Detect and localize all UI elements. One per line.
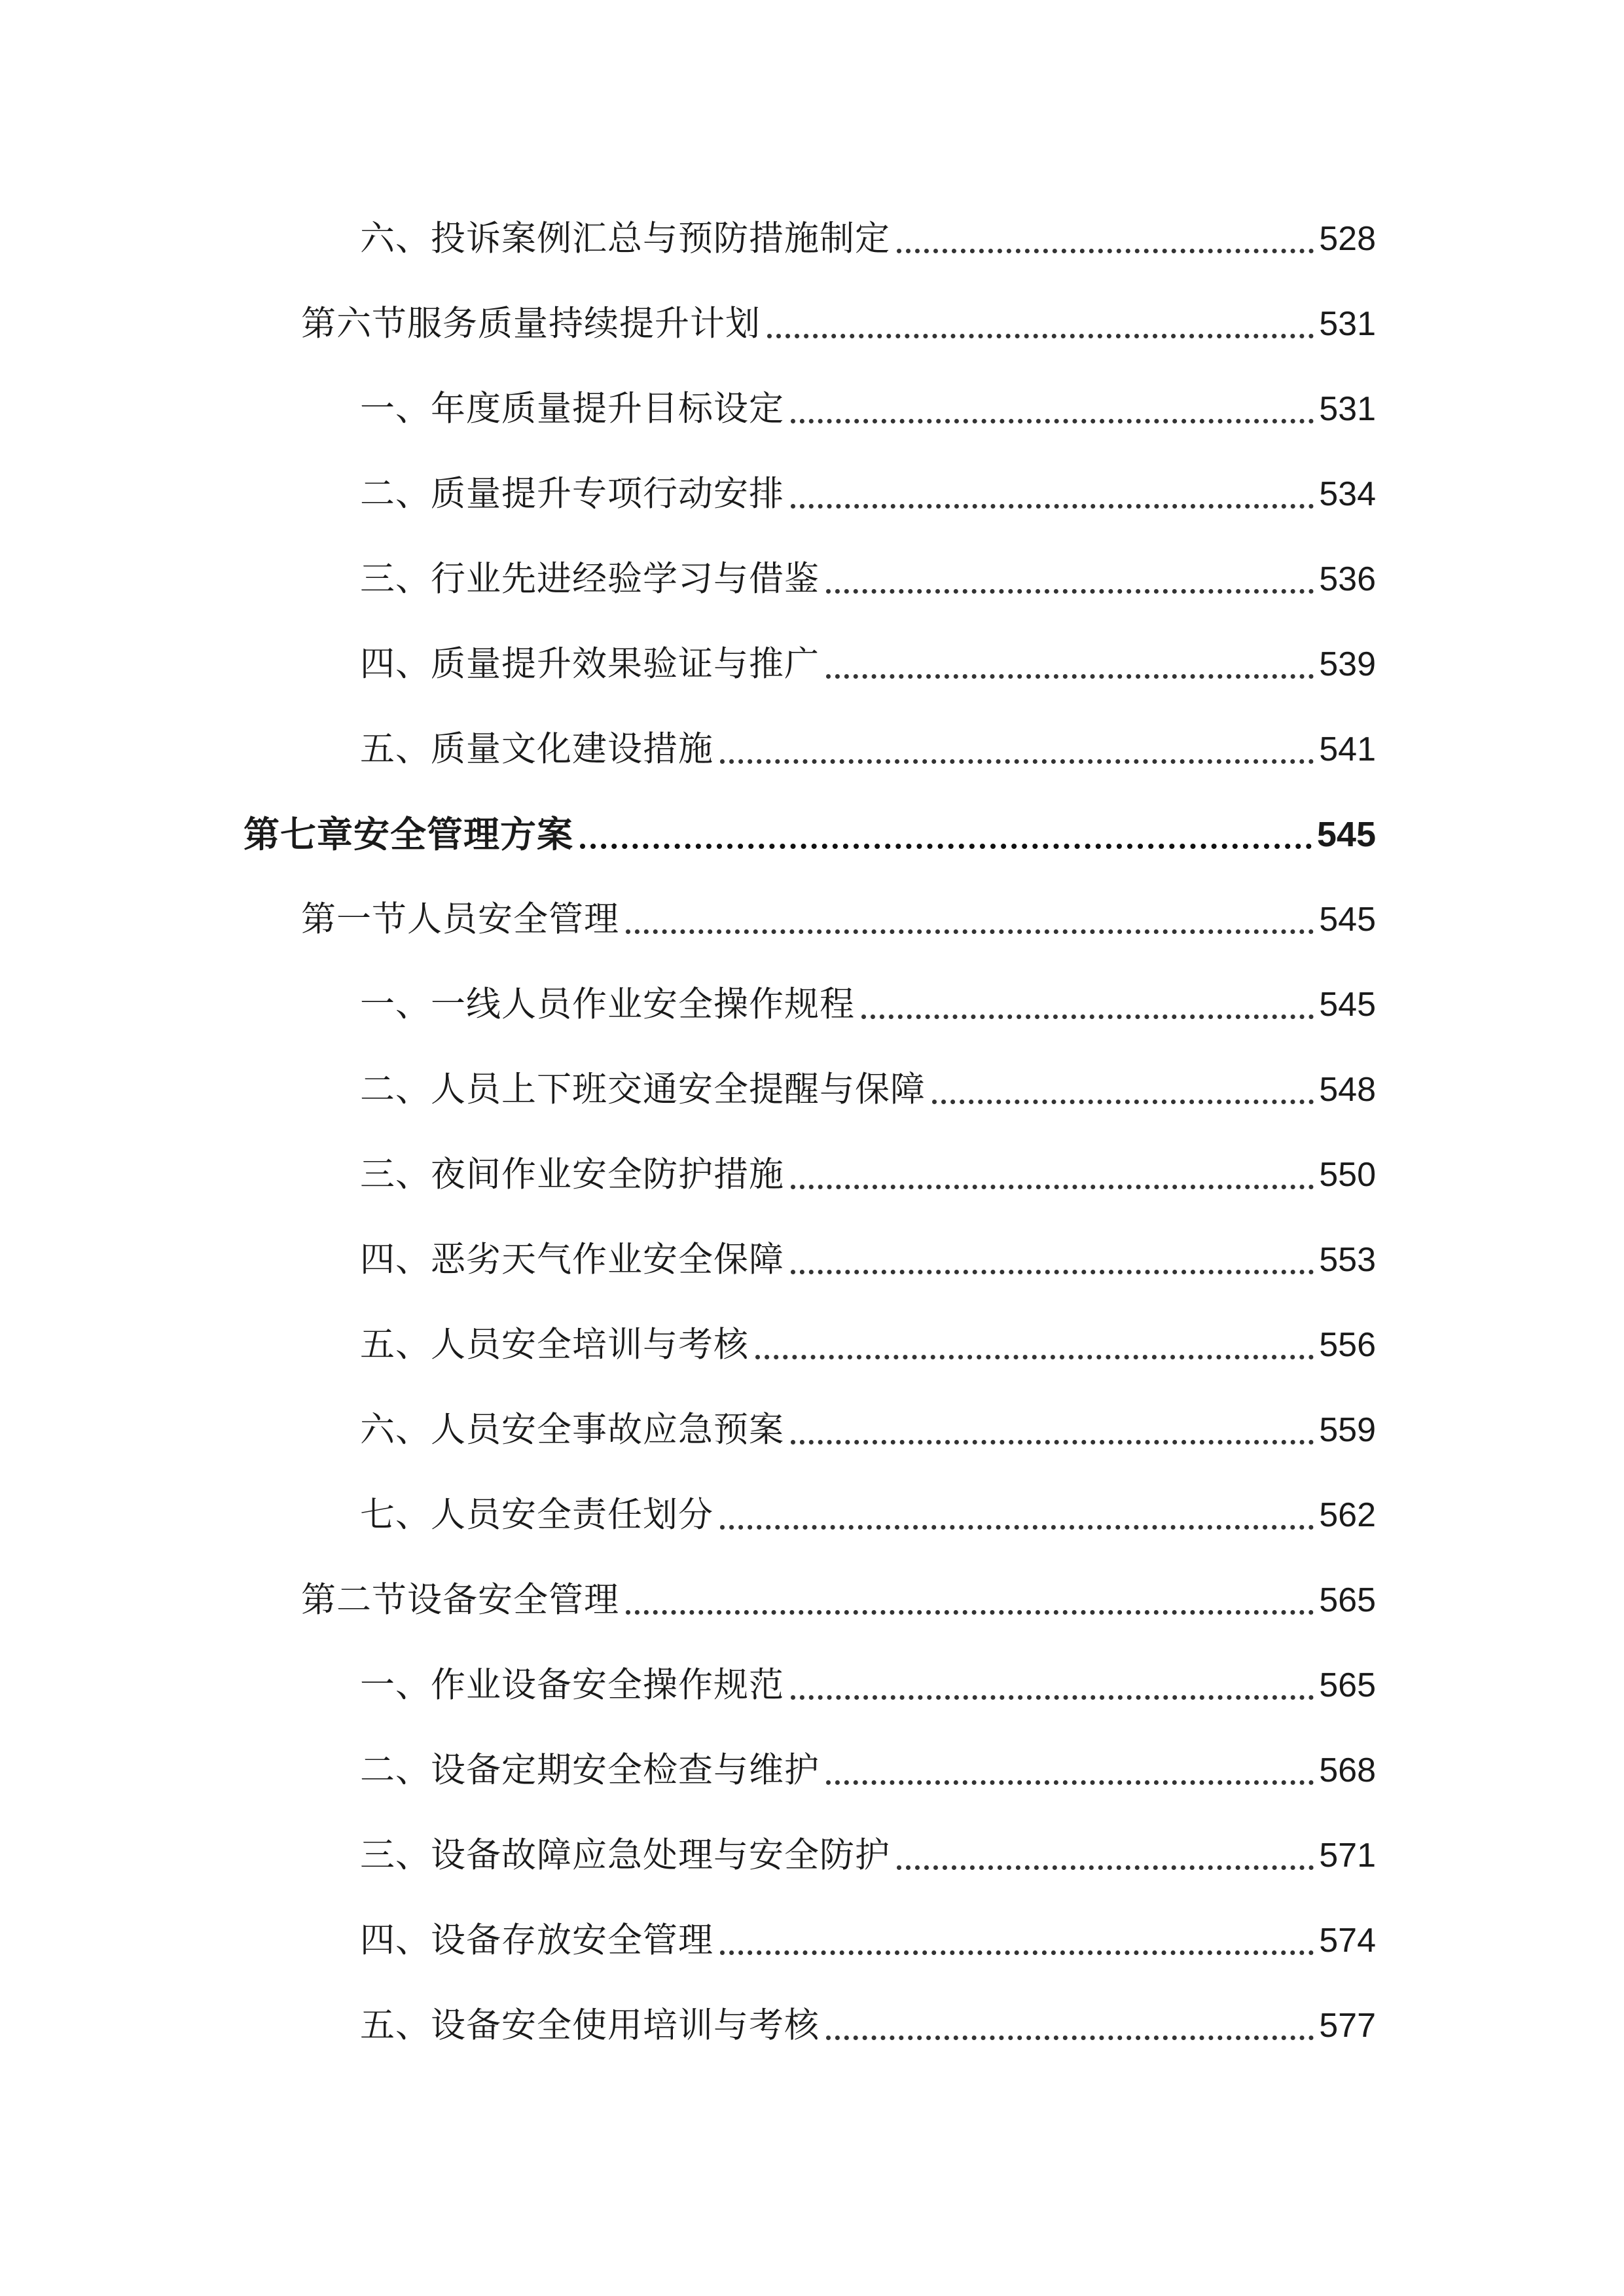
toc-entry-title: 三、夜间作业安全防护措施 [360, 1155, 784, 1194]
toc-entry[interactable] [360, 383, 1376, 435]
toc-entry-page: 536 [1319, 560, 1376, 598]
toc-entry-page: 531 [1319, 305, 1376, 343]
dot-leader [791, 1185, 1314, 1189]
toc-entry[interactable] [360, 978, 1376, 1031]
toc-entry-title: 七、人员安全责任划分 [360, 1495, 713, 1535]
toc-entry-page: 541 [1319, 730, 1376, 768]
toc-entry-title: 一、一线人员作业安全操作规程 [360, 984, 855, 1024]
toc-entry[interactable] [360, 1149, 1376, 1201]
dot-leader [826, 589, 1314, 594]
toc-entry-page: 548 [1319, 1071, 1376, 1109]
dot-leader [720, 1950, 1314, 1955]
toc-entry[interactable] [301, 893, 1376, 946]
dot-leader [626, 1610, 1314, 1615]
dot-leader [767, 334, 1314, 338]
toc-entry-page: 539 [1319, 645, 1376, 683]
toc-entry-page: 574 [1319, 1922, 1376, 1960]
toc-entry[interactable] [301, 1574, 1376, 1626]
toc-entry-page: 545 [1316, 815, 1376, 854]
dot-leader [791, 1695, 1314, 1700]
toc-entry-title: 第六节服务质量持续提升计划 [301, 304, 761, 344]
dot-leader [791, 419, 1314, 423]
dot-leader [826, 2036, 1314, 2040]
toc-entry-page: 545 [1319, 986, 1376, 1024]
dot-leader [826, 1780, 1314, 1785]
dot-leader [826, 674, 1314, 679]
toc-entry-page: 562 [1319, 1496, 1376, 1534]
toc-entry-page: 565 [1319, 1666, 1376, 1704]
dot-leader [626, 929, 1314, 934]
toc-entry[interactable] [360, 1064, 1376, 1116]
toc-entry-title: 四、质量提升效果验证与推广 [360, 644, 820, 684]
toc-entry-title: 第七章安全管理方案 [244, 814, 574, 855]
toc-entry-page: 545 [1319, 901, 1376, 939]
toc-entry-page: 559 [1319, 1411, 1376, 1449]
toc-entry-page: 571 [1319, 1837, 1376, 1874]
toc-entry[interactable] [301, 298, 1376, 350]
toc-entry[interactable] [360, 1489, 1376, 1541]
dot-leader [720, 1525, 1314, 1530]
toc-entry[interactable] [360, 1914, 1376, 1967]
toc-entry-page: 534 [1319, 475, 1376, 513]
toc-entry-title: 一、作业设备安全操作规范 [360, 1665, 784, 1705]
toc-entry[interactable] [360, 1744, 1376, 1797]
dot-leader [791, 504, 1314, 509]
dot-leader [755, 1355, 1314, 1359]
toc-entry-title: 六、投诉案例汇总与预防措施制定 [360, 219, 890, 259]
toc-entry[interactable] [360, 213, 1376, 265]
toc-entry-page: 531 [1319, 390, 1376, 428]
dot-leader [897, 249, 1314, 253]
toc-entry-title: 六、人员安全事故应急预案 [360, 1410, 784, 1450]
toc-entry-title: 五、质量文化建设措施 [360, 729, 713, 769]
toc-entry-page: 556 [1319, 1326, 1376, 1364]
toc-entry-title: 第一节人员安全管理 [301, 899, 619, 939]
toc-entry-title: 二、人员上下班交通安全提醒与保障 [360, 1069, 926, 1109]
toc-entry-title: 五、人员安全培训与考核 [360, 1325, 749, 1365]
dot-leader [861, 1014, 1314, 1019]
toc-entry-title: 四、设备存放安全管理 [360, 1920, 713, 1960]
toc-entry-page: 568 [1319, 1751, 1376, 1789]
toc-entry-title: 四、恶劣天气作业安全保障 [360, 1240, 784, 1280]
dot-leader [932, 1100, 1314, 1104]
toc-entry-title: 三、设备故障应急处理与安全防护 [360, 1835, 890, 1875]
toc-entry-title: 第二节设备安全管理 [301, 1580, 619, 1620]
dot-leader [720, 759, 1314, 764]
toc-entry[interactable] [360, 553, 1376, 605]
toc-entry[interactable] [360, 1829, 1376, 1882]
dot-leader [580, 844, 1312, 849]
toc-entry-page: 528 [1319, 220, 1376, 258]
toc-entry[interactable] [360, 638, 1376, 691]
toc-entry[interactable] [360, 2000, 1376, 2052]
toc-entry-chapter[interactable] [244, 808, 1376, 861]
toc-entry-page: 577 [1319, 2007, 1376, 2045]
toc-entry[interactable] [360, 468, 1376, 520]
toc-entry-title: 二、设备定期安全检查与维护 [360, 1750, 820, 1790]
toc-entry-title: 五、设备安全使用培训与考核 [360, 2005, 820, 2045]
toc-entry[interactable] [360, 1659, 1376, 1712]
dot-leader [897, 1865, 1314, 1870]
toc-entry-page: 553 [1319, 1241, 1376, 1279]
toc-entry-page: 550 [1319, 1156, 1376, 1194]
toc-entry[interactable] [360, 723, 1376, 776]
toc-entry-title: 一、年度质量提升目标设定 [360, 389, 784, 429]
toc-entry-page: 565 [1319, 1581, 1376, 1619]
toc-entry[interactable] [360, 1234, 1376, 1286]
toc-entry[interactable] [360, 1319, 1376, 1371]
toc-entry-title: 二、质量提升专项行动安排 [360, 474, 784, 514]
toc-entry[interactable] [360, 1404, 1376, 1456]
dot-leader [791, 1440, 1314, 1444]
toc-entry-title: 三、行业先进经验学习与借鉴 [360, 559, 820, 599]
dot-leader [791, 1270, 1314, 1274]
